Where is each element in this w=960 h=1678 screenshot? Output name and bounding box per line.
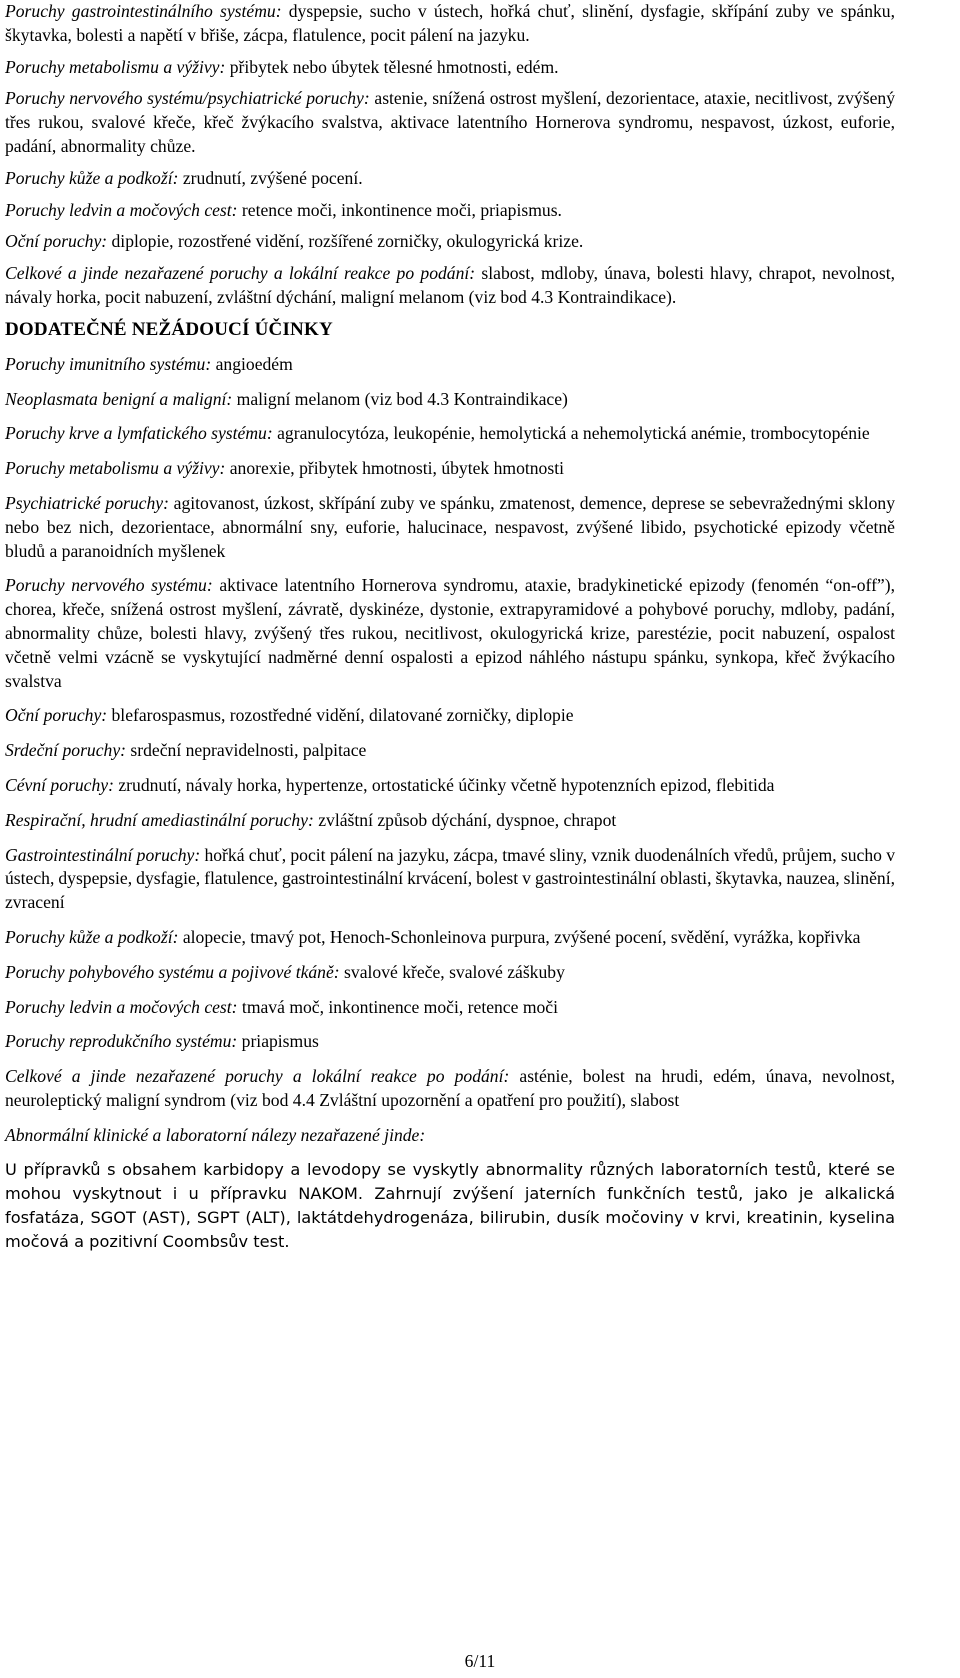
category-label: Psychiatrické poruchy: [5, 492, 169, 513]
category-text: agitovanost, úzkost, skřípání zuby ve spánku, zmatenost, demence, deprese se sebevražednými sklony nebo bez nich, dezorientace, abnormální sny, euforie, halucinace, nespavost, zvýšené libido, psychotické epizody včetně bludů a paranoidních myšlenek [5, 492, 896, 561]
category-label: Poruchy gastrointestinálního systému: [5, 1, 282, 21]
category-label: Oční poruchy: [5, 705, 108, 726]
intro-paragraph [5, 262, 895, 310]
effect-paragraph [5, 704, 895, 728]
category-label: Poruchy ledvin a močových cest: [5, 199, 238, 220]
category-text: alopecie, tmavý pot, Henoch-Schonleinova purpura, zvýšené pocení, svědění, vyrážka, kopřivka [178, 926, 861, 947]
intro-paragraph [5, 199, 895, 223]
category-label: Poruchy nervového systému/psychiatrické poruchy: [5, 88, 370, 109]
effect-paragraph [5, 739, 895, 763]
category-text: asténie, bolest na hrudi, edém, únava, nevolnost, neuroleptický maligní syndrom (viz bod 4.4 Zvláštní upozornění a opatření pro použití), slabost [5, 1066, 895, 1110]
category-label: Poruchy metabolismu a výživy: [5, 56, 226, 77]
category-text: maligní melanom (viz bod 4.3 Kontraindikace) [232, 388, 568, 409]
category-text: astenie, snížená ostrost myšlení, dezorientace, ataxie, necitlivost, zvýšený třes rukou, svalové křeče, křeč žvýkacího svalstva, aktivace latentního Hornerova syndromu, nespavost, úzkost, euforie, padání, abnormality chůze. [5, 88, 895, 156]
lab-paragraph: U přípravků s obsahem karbidopy a levodopy se vyskytly abnormality různých laboratorních testů, které se mohou vyskytnout i u přípravku NAKOM. Zahrnují zvýšení jaterních funkčních testů, jako je alkalická fosfatáza, SGOT (AST), SGPT (ALT), laktátdehydrogenáza, bilirubin, dusík močoviny v krvi, kreatinin, kyselina močová a pozitivní Coombsův test. [5, 1160, 895, 1251]
category-label: Celkové a jinde nezařazené poruchy a lokální reakce po podání: [5, 263, 476, 284]
section-heading: DODATEČNÉ NEŽÁDOUCÍ ÚČINKY [5, 318, 333, 340]
effect-paragraph [5, 926, 895, 950]
category-text: dyspepsie, sucho v ústech, hořká chuť, slinění, dysfagie, skřípání zuby ve spánku, škytavka, bolesti a napětí v břiše, zácpa, flatulence, pocit pálení na jazyku. [5, 1, 895, 45]
category-label: Poruchy kůže a podkoží: [5, 926, 179, 947]
category-label: Poruchy reprodukčního systému: [5, 1031, 238, 1052]
effect-paragraph [5, 492, 895, 563]
category-text: blefarospasmus, rozostředné vidění, dilatované zorničky, diplopie [107, 705, 574, 726]
lab-findings-section [5, 1158, 895, 1253]
category-text: anorexie, přibytek hmotnosti, úbytek hmotnosti [225, 458, 564, 479]
effect-paragraph [5, 1065, 895, 1113]
category-label: Gastrointestinální poruchy: [5, 844, 201, 865]
category-text: svalové křeče, svalové záškuby [339, 961, 565, 982]
effect-paragraph [5, 574, 895, 693]
effect-paragraph [5, 996, 895, 1020]
category-text: retence moči, inkontinence moči, priapismus. [237, 199, 562, 220]
category-text: zrudnutí, návaly horka, hypertenze, ortostatické účinky včetně hypotenzních epizod, flebitida [113, 774, 775, 795]
effect-paragraph [5, 1030, 895, 1054]
effect-paragraph [5, 457, 895, 481]
category-label: Srdeční poruchy: [5, 740, 126, 761]
category-label: Cévní poruchy: [5, 774, 114, 795]
category-label: Oční poruchy: [5, 231, 108, 252]
category-label: Neoplasmata benigní a maligní: [5, 388, 233, 409]
category-label: Respirační, hrudní amediastinální poruchy: [5, 809, 314, 830]
category-text: diplopie, rozostřené vidění, rozšířené zorničky, okulogyrická krize. [107, 231, 584, 252]
category-text: srdeční nepravidelnosti, palpitace [126, 740, 367, 761]
category-text: zvláštní způsob dýchání, dyspnoe, chrapot [313, 809, 617, 830]
category-label: Poruchy imunitního systému: [5, 353, 212, 374]
intro-paragraph [5, 167, 895, 191]
category-label: Poruchy krve a lymfatického systému: [5, 423, 273, 444]
page-number: 6/11 [464, 1651, 496, 1671]
effect-paragraph [5, 774, 895, 798]
effect-paragraph [5, 1124, 895, 1148]
additional-effects-section [5, 353, 895, 1148]
intro-paragraph [5, 0, 895, 48]
effect-paragraph [5, 388, 895, 412]
category-label: Poruchy ledvin a močových cest: [5, 996, 238, 1017]
category-text: priapismus [237, 1031, 319, 1052]
category-text: aktivace latentního Hornerova syndromu, ataxie, bradykinetické epizody (fenomén “on-off”), chorea, křeče, snížená ostrost myšlení, závratě, dyskinéze, dystonie, extrapyramidové a pohybové poruchy, mdloby, padání, abnormality chůze, bolesti hlavy, zvýšený třes rukou, necitlivost, okulogyrická krize, parestézie, pocit nabuzení, ospalost včetně velmi vzácně se vyskytující nadměrné denní ospalosti a epizod náhlého nástupu spánku, synkopa, křeč žvýkacího svalstva [5, 575, 895, 691]
category-label: Poruchy nervového systému: [5, 575, 213, 596]
intro-paragraph [5, 87, 895, 158]
effect-paragraph [5, 809, 895, 833]
effect-paragraph [5, 844, 895, 915]
category-text: angioedém [211, 353, 293, 374]
category-label: Poruchy metabolismu a výživy: [5, 458, 226, 479]
effect-paragraph [5, 961, 895, 985]
intro-paragraph [5, 56, 895, 80]
category-label: Abnormální klinické a laboratorní nálezy nezařazené jinde: [5, 1124, 426, 1145]
intro-section [5, 0, 895, 310]
category-text: hořká chuť, pocit pálení na jazyku, zácpa, tmavé sliny, vznik duodenálních vředů, průjem, sucho v ústech, dyspepsie, dysfagie, flatulence, gastrointestinální krvácení, bolest v gastrointestinální oblasti, škytavka, nauzea, slinění, zvracení [5, 844, 895, 913]
category-text: zrudnutí, zvýšené pocení. [178, 167, 363, 188]
category-label: Poruchy kůže a podkoží: [5, 167, 179, 188]
category-text: slabost, mdloby, únava, bolesti hlavy, chrapot, nevolnost, návaly horka, pocit nabuzení, zvláštní dýchání, maligní melanom (viz bod 4.3 Kontraindikace). [5, 263, 895, 307]
category-text: tmavá moč, inkontinence moči, retence moči [237, 996, 559, 1017]
category-text: přibytek nebo úbytek tělesné hmotnosti, edém. [225, 56, 559, 77]
intro-paragraph [5, 230, 895, 254]
category-text: agranulocytóza, leukopénie, hemolytická a nehemolytická anémie, trombocytopénie [272, 423, 870, 444]
effect-paragraph [5, 422, 895, 446]
effect-paragraph [5, 353, 895, 377]
document-page [5, 0, 895, 1262]
category-label: Celkové a jinde nezařazené poruchy a lokální reakce po podání: [5, 1066, 510, 1087]
category-label: Poruchy pohybového systému a pojivové tkáně: [5, 961, 340, 982]
